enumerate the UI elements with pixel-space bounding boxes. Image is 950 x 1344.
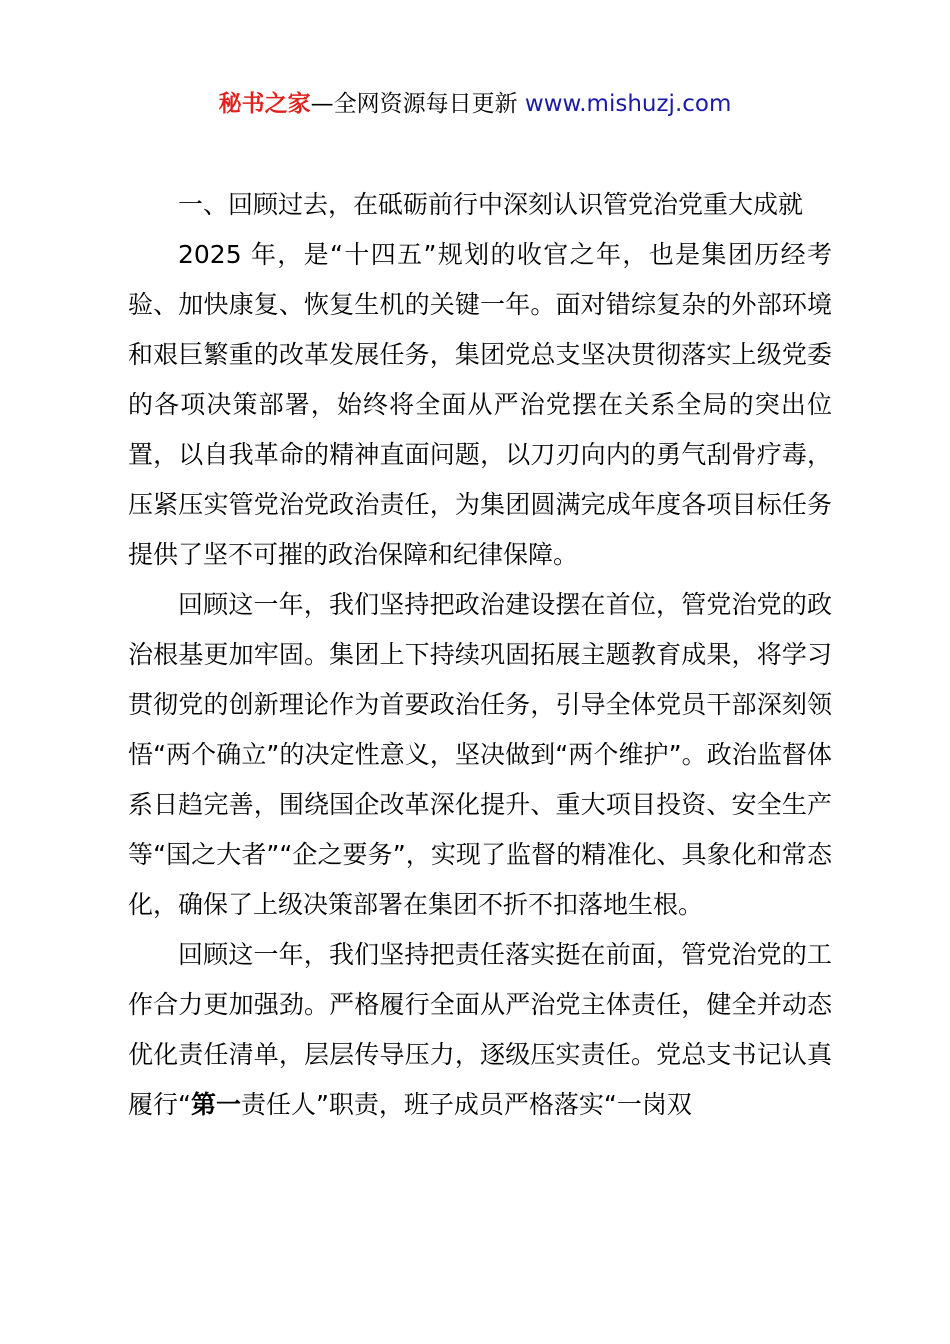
header-tagline: —全网资源每日更新 (310, 91, 525, 117)
paragraph-3-bold: 第一 (190, 1090, 241, 1119)
document-body (128, 180, 832, 1130)
paragraph-3-end: 责任人”职责，班子成员严格落实“一岗双 (240, 1090, 692, 1119)
paragraph-1: 2025 年，是“十四五”规划的收官之年，也是集团历经考验、加快康复、恢复生机的关键一年。面对错综复杂的外部环境和艰巨繁重的改革发展任务，集团党总支坚决贯彻落实上级党委的各项决策部署，始终将全面从严治党摆在关系全局的突出位置，以自我革命的精神直面问题，以刀刃向内的勇气刮骨疗毒，压紧压实管党治党政治责任，为集团圆满完成年度各项目标任务提供了坚不可摧的政治保障和纪律保障。 (128, 240, 832, 569)
paragraph-3-start: 回顾这一年，我们坚持把责任落实挺在前面，管党治党的工作合力更加强劲。严格履行全面从严治党主体责任，健全并动态优化责任清单，层层传导压力，逐级压实责任。党总支书记认真履行“ (128, 940, 832, 1119)
brand-name: 秘书之家 (218, 91, 311, 117)
paragraph-2: 回顾这一年，我们坚持把政治建设摆在首位，管党治党的政治根基更加牢固。集团上下持续巩固拓展主题教育成果，将学习贯彻党的创新理论作为首要政治任务，引导全体党员干部深刻领悟“两个确立”的决定性意义，坚决做到“两个维护”。政治监督体系日趋完善，围绕国企改革深化提升、重大项目投资、安全生产等“国之大者”“企之要务”，实现了监督的精准化、具象化和常态化，确保了上级决策部署在集团不折不扣落地生根。 (128, 590, 832, 919)
site-url-link[interactable]: www.mishuzj.com (524, 91, 732, 117)
section-heading: 一、回顾过去，在砥砺前行中深刻认识管党治党重大成就 (178, 190, 804, 219)
site-header (0, 88, 950, 120)
paragraph-3 (128, 930, 832, 1130)
